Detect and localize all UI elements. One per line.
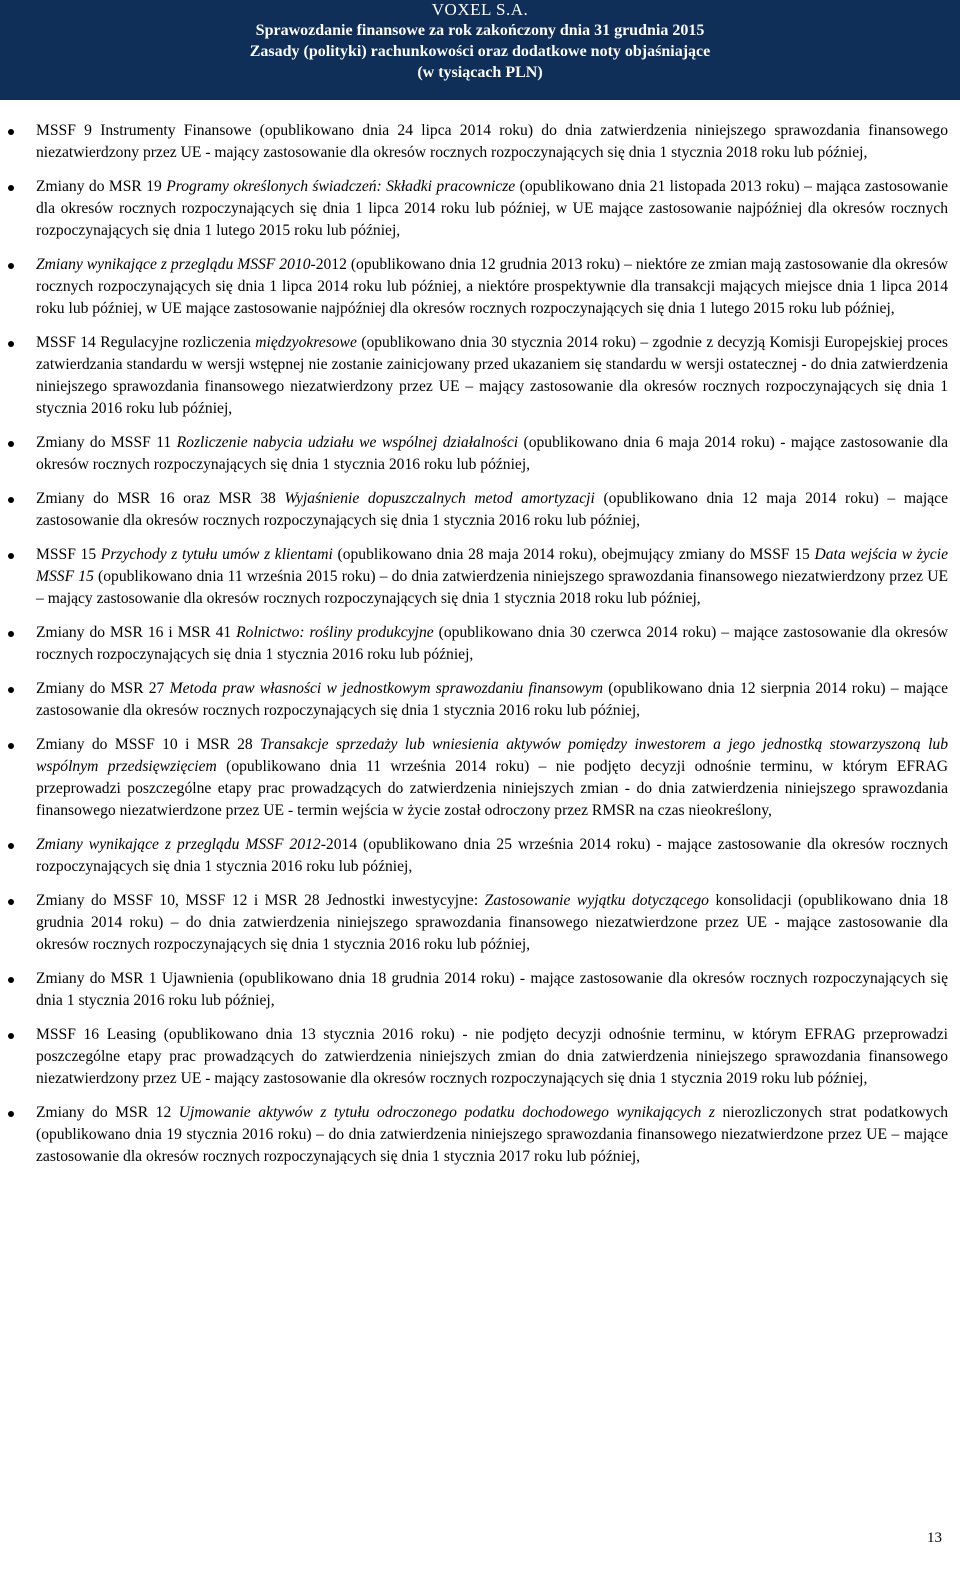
bullet-icon (8, 553, 14, 559)
bullet-icon (8, 185, 14, 191)
bullet-icon (8, 1111, 14, 1117)
bullet-icon (8, 497, 14, 503)
list-item (36, 120, 948, 164)
bullet-icon (8, 899, 14, 905)
item-text: Zmiany do MSR 16 oraz MSR 38 (36, 490, 285, 507)
document-header (0, 0, 960, 100)
item-text: (opublikowano dnia 11 września 2014 roku) – nie podjęto decyzji odnośnie terminu, w którym EFRAG przeprowadzi poszczególne etapy prac prowadzących do zatwierdzenia niniejszych zmian - do dnia zatwierdzenia niniejszego sprawozdania finansowego niezatwierdzone przez UE - termin wejścia w życie został odroczony przez RMSR na czas nieokreślony, (36, 758, 948, 819)
italic-title: Metoda praw własności w jednostkowym sprawozdaniu finansowym (169, 680, 603, 697)
item-text: MSSF 14 Regulacyjne rozliczenia (36, 334, 256, 351)
page-number: 13 (927, 1530, 942, 1546)
list-item (36, 834, 948, 878)
item-text: (opublikowano dnia 21 listopada 2013 roku) – mająca zastosowanie dla okresów rocznych rozpoczynających się dnia 1 lipca 2014 roku lub później, w UE mające zastosowanie najpóźniej dla okresów rocznych rozpoczynających się dnia 1 lutego 2015 roku lub później, (36, 178, 948, 239)
list-item (36, 544, 948, 610)
list-item (36, 734, 948, 822)
item-text: Zmiany do MSR 12 (36, 1104, 179, 1121)
italic-title: Rozliczenie nabycia udziału we wspólnej działalności (176, 434, 519, 451)
section-title: Zasady (polityki) rachunkowości oraz dodatkowe noty objaśniające (249, 43, 711, 60)
bullet-icon (8, 263, 14, 269)
italic-title: Zmiany wynikające z przeglądu MSSF 2012 (36, 836, 321, 853)
item-text: MSSF 16 Leasing (opublikowano dnia 13 stycznia 2016 roku) - nie podjęto decyzji odnośnie terminu, w którym EFRAG przeprowadzi poszczególne etapy prac prowadzących do zatwierdzenia niniejszych zmian do dnia zatwierdzenia niniejszego sprawozdania finansowego niezatwierdzony przez UE - mający zastosowanie dla okresów rocznych rozpoczynających się dnia 1 stycznia 2019 roku lub później, (36, 1026, 948, 1087)
list-item (36, 176, 948, 242)
item-text: Zmiany do MSSF 11 (36, 434, 177, 451)
item-text: konsolidacji (opublikowano dnia 18 grudnia 2014 roku) – do dnia zatwierdzenia niniejszego sprawozdania finansowego niezatwierdzone przez UE - mające zastosowanie dla okresów rocznych rozpoczynających się dnia 1 stycznia 2016 roku lub później, (36, 892, 948, 953)
item-text: Zmiany do MSSF 10 i MSR 28 (36, 736, 261, 753)
list-item (36, 890, 948, 956)
list-item (36, 1024, 948, 1090)
item-text: (opublikowano dnia 11 września 2015 roku) – do dnia zatwierdzenia niniejszego sprawozdania finansowego niezatwierdzony przez UE – mający zastosowanie dla okresów rocznych rozpoczynających się dnia 1 stycznia 2018 roku lub później, (36, 568, 948, 607)
item-text: (opublikowano dnia 30 stycznia 2014 roku) – zgodnie z decyzją Komisji Europejskiej proces zatwierdzania standardu w wersji wstępnej nie zostanie zainicjowany przed ukazaniem się standardu w wersji ostatecznej - do dnia zatwierdzenia niniejszego sprawozdania finansowego niezatwierdzony przez UE – mający zastosowanie dla okresów rocznych rozpoczynających się dnia 1 stycznia 2016 roku lub później, (36, 334, 948, 417)
list-item (36, 1102, 948, 1168)
italic-title: Ujmowanie aktywów z tytułu odroczonego podatku dochodowego wynikających z (178, 1104, 715, 1121)
item-text: Zmiany do MSSF 10, MSSF 12 i MSR 28 Jednostki inwestycyjne: (36, 892, 485, 909)
item-text: (opublikowano dnia 28 maja 2014 roku), obejmujący zmiany do MSSF 15 (332, 546, 815, 563)
item-text: Zmiany do MSR 1 Ujawnienia (opublikowano dnia 18 grudnia 2014 roku) - mające zastosowanie dla okresów rocznych rozpoczynających się dnia 1 stycznia 2016 roku lub później, (36, 970, 948, 1009)
italic-title: Rolnictwo: rośliny produkcyjne (236, 624, 434, 641)
bullet-icon (8, 129, 14, 135)
item-text: nierozliczonych strat podatkowych (opublikowano dnia 19 stycznia 2016 roku) – do dnia zatwierdzenia niniejszego sprawozdania finansowego niezatwierdzone przez UE – mające zastosowanie dla okresów rocznych rozpoczynających się dnia 1 stycznia 2017 roku lub później, (36, 1104, 948, 1165)
item-text: (opublikowano dnia 30 czerwca 2014 roku) – mające zastosowanie dla okresów rocznych rozpoczynających się dnia 1 stycznia 2016 roku lub później, (36, 624, 948, 663)
document-body (0, 120, 960, 1180)
item-text: MSSF 15 (36, 546, 101, 563)
italic-title: Wyjaśnienie dopuszczalnych metod amortyzacji (284, 490, 595, 507)
italic-title: Zastosowanie wyjątku dotyczącego (484, 892, 709, 909)
list-item (36, 968, 948, 1012)
italic-title: Przychody z tytułu umów z klientami (100, 546, 333, 563)
list-item (36, 332, 948, 420)
item-text: -2012 (opublikowano dnia 12 grudnia 2013 roku) – niektóre ze zmian mają zastosowanie dla okresów rocznych rozpoczynających się dnia 1 lipca 2014 roku lub później, a niektóre prospektywnie dla transakcji mających miejsce dnia 1 lipca 2014 roku lub później, w UE mające zastosowanie najpóźniej dla okresów rocznych rozpoczynających się dnia 1 lutego 2015 roku lub później, (36, 256, 949, 317)
list-item (36, 432, 948, 476)
bullet-icon (8, 977, 14, 983)
bullet-icon (8, 631, 14, 637)
list-item (36, 678, 948, 722)
italic-title: Zmiany wynikające z przeglądu MSSF 2010 (36, 256, 311, 273)
bullet-icon (8, 1033, 14, 1039)
standards-list (0, 120, 960, 1168)
bullet-icon (8, 441, 14, 447)
company-name: VOXEL S.A. (431, 0, 529, 19)
item-text: Zmiany do MSR 16 i MSR 41 (36, 624, 237, 641)
item-text: (opublikowano dnia 12 maja 2014 roku) – mające zastosowanie dla okresów rocznych rozpoczynających się dnia 1 stycznia 2016 roku lub później, (36, 490, 948, 529)
bullet-icon (8, 687, 14, 693)
list-item (36, 254, 948, 320)
bullet-icon (8, 341, 14, 347)
italic-title: Transakcje sprzedaży lub wniesienia aktywów pomiędzy inwestorem a jego jednostką stowarzyszoną lub wspólnym przedsięwzięciem (36, 736, 948, 775)
italic-title: Programy określonych świadczeń: Składki pracownicze (166, 178, 516, 195)
bullet-icon (8, 743, 14, 749)
item-text: MSSF 9 Instrumenty Finansowe (opublikowano dnia 24 lipca 2014 roku) do dnia zatwierdzenia niniejszego sprawozdania finansowego niezatwierdzony przez UE - mający zastosowanie dla okresów rocznych rozpoczynających się dnia 1 stycznia 2018 roku lub później, (36, 122, 948, 161)
item-text: (opublikowano dnia 12 sierpnia 2014 roku) – mające zastosowanie dla okresów rocznych rozpoczynających się dnia 1 stycznia 2016 roku lub później, (36, 680, 948, 719)
list-item (36, 488, 948, 532)
report-title: Sprawozdanie finansowe za rok zakończony dnia 31 grudnia 2015 (255, 22, 705, 39)
italic-title: międzyokresowe (255, 334, 357, 351)
currency-note: (w tysiącach PLN) (417, 64, 543, 81)
item-text: Zmiany do MSR 19 (36, 178, 167, 195)
list-item (36, 622, 948, 666)
item-text: Zmiany do MSR 27 (36, 680, 170, 697)
item-text: -2014 (opublikowano dnia 25 września 2014 roku) - mające zastosowanie dla okresów rocznych rozpoczynających się dnia 1 stycznia 2016 roku lub później, (36, 836, 949, 875)
italic-title: Data wejścia w życie MSSF 15 (36, 546, 948, 585)
bullet-icon (8, 843, 14, 849)
item-text: (opublikowano dnia 6 maja 2014 roku) - mające zastosowanie dla okresów rocznych rozpoczynających się dnia 1 stycznia 2016 roku lub później, (36, 434, 949, 473)
